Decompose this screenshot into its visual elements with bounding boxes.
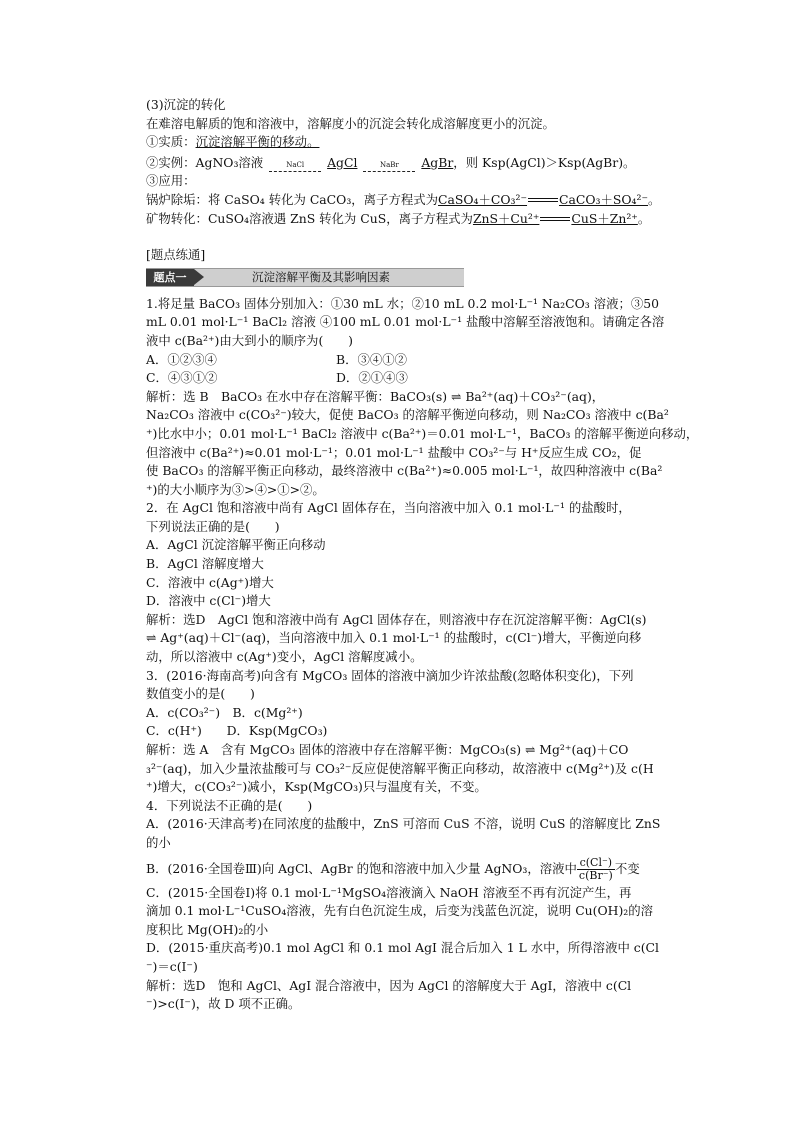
essence-line: ①实质：沉淀溶解平衡的移动。 [146, 134, 320, 150]
q1-option-d: D．②①④③ [336, 370, 408, 386]
q2-option-d: D．溶液中 c(Cl⁻)增大 [146, 593, 271, 609]
q3-options-cd: C．c(H⁺) D．Ksp(MgCO₃) [146, 723, 328, 739]
q2-option-c: C．溶液中 c(Ag⁺)增大 [146, 574, 274, 590]
q2-option-a: A．AgCl 沉淀溶解平衡正向移动 [146, 537, 326, 553]
question-1: 1.将足量 BaCO₃ 固体分别加入：①30 mL 水；②10 mL 0.2 mol·L⁻¹ Na₂CO₃ 溶液；③50 mL 0.01 mol·L⁻¹ BaCl₂ 溶液 ④100 mL 0.01 mol·L⁻¹ 盐酸中溶解至溶液饱和。请确定各溶 液中 c(Ba²⁺)由大到小的顺序为( ) A．①②③④ B．③④①② C．④③①② D．②①④③ 解析：选 B BaCO₃ 在水中存在溶解平衡：BaCO₃(s) ⇌ Ba²⁺(aq)＋CO₃²⁻(aq)， Na₂CO₃ 溶液中 c(CO₃²⁻)较大，促使 BaCO₃ 的溶解平衡逆向移动，则 Na₂CO₃ 溶液中 c(Ba² ⁺)比水中小；0.01 mol·L⁻¹ BaCl₂ 溶液中 c(Ba²⁺)＝0.01 mol·L⁻¹，BaCO₃ 的溶解平衡逆向移动， 但溶液中 c(Ba²⁺)≈0.01 mol·L⁻¹；0.01 mol·L⁻¹ 盐酸中 CO₃²⁻与 H⁺反应生成 CO₂，促 使 BaCO₃ 的溶解平衡正向移动，最终溶液中 c(Ba²⁺)≈0.005 mol·L⁻¹，故四种溶液中 c(Ba² ⁺)的大小顺序为③>④>①>②。 [146, 295, 699, 497]
concentration-ratio: $\frac{c(Cl^-)}{c(Br^-)}$ [578, 855, 613, 882]
q1-options-row2 [146, 369, 686, 388]
q1-options-row1 [146, 351, 686, 370]
example-line: ②实例：AgNO₃溶液 NaCl AgCl NaBr AgBr，则 Ksp(AgCl)＞Ksp(AgBr)。 [146, 154, 636, 170]
q4-option-d: D．(2015·重庆高考)0.1 mol AgCl 和 0.1 mol AgI 混合后加入 1 L 水中，所得溶液中 c(Cl [146, 940, 660, 956]
q4-option-a: A．(2016·天津高考)在同浓度的盐酸中，ZnS 可溶而 CuS 不溶，说明 CuS 的溶解度比 ZnS [146, 816, 661, 832]
q4-analysis: 解析：选D 饱和 AgCl、AgI 混合溶液中，因为 AgCl 的溶解度大于 AgI，溶液中 c(Cl [146, 977, 632, 993]
q1-analysis: 解析：选 B BaCO₃ 在水中存在溶解平衡：BaCO₃(s) ⇌ Ba²⁺(aq)＋CO₃²⁻(aq)， [146, 388, 605, 404]
q4-stem: 4．下列说法不正确的是( ) [146, 797, 313, 813]
reaction-arrow-nacl: NaCl [269, 161, 321, 172]
practice-heading: [题点练通] [146, 247, 206, 263]
q1-option-a: A．①②③④ [146, 351, 217, 367]
boiler-equation: CaSO₄＋CO₃²⁻ CaCO₃＋SO₄²⁻ [438, 191, 649, 207]
q4-option-b: B．(2016·全国卷Ⅲ)向 AgCl、AgBr 的饱和溶液中加入少量 AgNO₃，溶液中 $\frac{c(Cl^-)}{c(Br^-)}$ 不变 [146, 855, 640, 882]
topic-banner [146, 268, 464, 287]
question-3: 3．(2016·海南高考)向含有 MgCO₃ 固体的溶液中滴加少许浓盐酸(忽略体积变化)，下列 数值变小的是( ) A．c(CO₃²⁻) B．c(Mg²⁺) C．c(H⁺) D．Ksp(MgCO₃) 解析：选 A 含有 MgCO₃ 固体的溶液中存在溶解平衡：MgCO₃(s) ⇌ Mg²⁺(aq)＋CO ₃²⁻(aq)，加入少量浓盐酸可与 CO₃²⁻反应促使溶解平衡正向移动，故溶液中 c(Mg²⁺)及 c(H ⁺)增大，c(CO₃²⁻)减小，Ksp(MgCO₃)只与温度有关，不变。 [146, 667, 686, 797]
q4-option-c: C．(2015·全国卷Ⅰ)将 0.1 mol·L⁻¹MgSO₄溶液滴入 NaOH 溶液至不再有沉淀产生，再 [146, 884, 632, 900]
topic-tag: 题点一 [146, 269, 194, 286]
equals-arrow [540, 217, 570, 221]
q3-analysis: 解析：选 A 含有 MgCO₃ 固体的溶液中存在溶解平衡：MgCO₃(s) ⇌ Mg²⁺(aq)＋CO [146, 742, 629, 757]
topic-title: 沉淀溶解平衡及其影响因素 [252, 269, 390, 284]
q2-analysis: 解析：选D AgCl 饱和溶液中尚有 AgCl 固体存在，则溶液中存在沉淀溶解平衡：AgCl(s) [146, 611, 647, 627]
q2-option-b: B．AgCl 溶解度增大 [146, 556, 264, 572]
question-4: 4．下列说法不正确的是( ) A．(2016·天津高考)在同浓度的盐酸中，ZnS 可溶而 CuS 不溶，说明 CuS 的溶解度比 ZnS 的小 B．(2016·全国卷Ⅲ)向 AgCl、AgBr 的饱和溶液中加入少量 AgNO₃，溶液中 $\frac{c(Cl^-)}{c(Br^-)}$ 不变 C．(2015·全国卷Ⅰ)将 0.1 mol·L⁻¹MgSO₄溶液滴入 NaOH 溶液至不再有沉淀产生，再 滴加 0.1 mol·L⁻¹CuSO₄溶液，先有白色沉淀生成，后变为浅蓝色沉淀，说明 Cu(OH)₂的溶 度积比 Mg(OH)₂的小 D．(2015·重庆高考)0.1 mol AgCl 和 0.1 mol AgI 混合后加入 1 L 水中，所得溶液中 c(Cl ⁻)＝c(I⁻) 解析：选D 饱和 AgCl、AgI 混合溶液中，因为 AgCl 的溶解度大于 AgI，溶液中 c(Cl ⁻)>c(I⁻)，故 D 项不正确。 [146, 797, 686, 1014]
document-page [146, 96, 699, 1014]
q1-option-b: B．③④①② [336, 351, 408, 367]
product-agcl: AgCl [327, 154, 358, 170]
question-2: 2．在 AgCl 饱和溶液中尚有 AgCl 固体存在，当向溶液中加入 0.1 mol·L⁻¹ 的盐酸时， 下列说法正确的是( ) A．AgCl 沉淀溶解平衡正向移动 B．AgCl 溶解度增大 C．溶液中 c(Ag⁺)增大 D．溶液中 c(Cl⁻)增大 解析：选D AgCl 饱和溶液中尚有 AgCl 固体存在，则溶液中存在沉淀溶解平衡：AgCl(s) ⇌ Ag⁺(aq)＋Cl⁻(aq)，当向溶液中加入 0.1 mol·L⁻¹ 的盐酸时，c(Cl⁻)增大，平衡逆向移 动，所以溶液中 c(Ag⁺)变小，AgCl 溶解度减小。 [146, 499, 686, 666]
mineral-line: 矿物转化：CuSO₄溶液遇 ZnS 转化为 CuS，离子方程式为ZnS＋Cu²⁺ CuS＋Zn²⁺。 [146, 210, 651, 226]
product-agbr: AgBr [421, 154, 454, 170]
application-label: ③应用： [146, 173, 196, 189]
q1-option-c: C．④③①② [146, 370, 218, 386]
section-intro: 在难溶电解质的饱和溶液中，溶解度小的沉淀会转化成溶解度更小的沉淀。 [146, 115, 555, 131]
boiler-line: 锅炉除垢：将 CaSO₄ 转化为 CaCO₃，离子方程式为CaSO₄＋CO₃²⁻ CaCO₃＋SO₄²⁻。 [146, 191, 661, 207]
q3-options-ab: A．c(CO₃²⁻) B．c(Mg²⁺) [146, 704, 303, 720]
equals-arrow [528, 198, 558, 202]
reaction-arrow-nabr: NaBr [363, 161, 415, 172]
essence-answer: 沉淀溶解平衡的移动。 [195, 134, 320, 150]
section-heading: (3)沉淀的转化 [146, 97, 226, 112]
mineral-equation: ZnS＋Cu²⁺ CuS＋Zn²⁺ [472, 210, 638, 226]
